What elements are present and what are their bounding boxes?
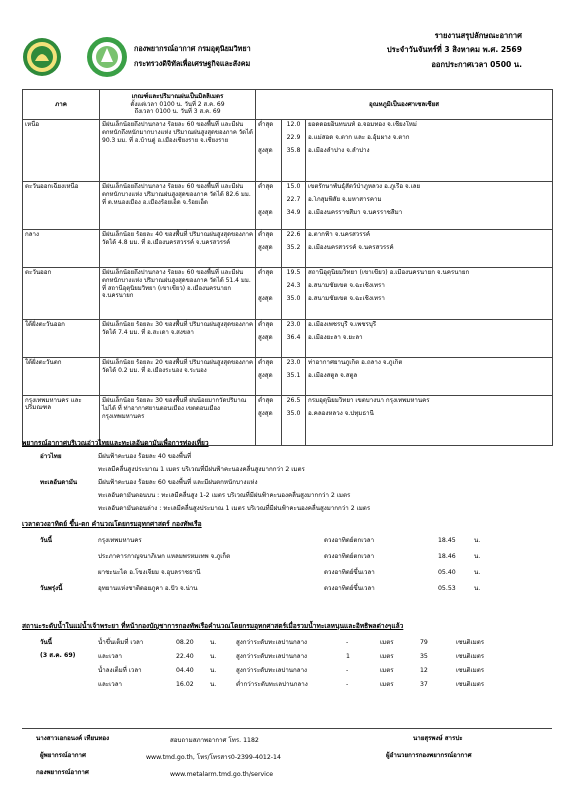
tide-centimeters: 35 bbox=[420, 653, 428, 660]
temp-place-cell bbox=[306, 230, 553, 268]
report-header bbox=[0, 0, 566, 82]
table-row bbox=[23, 230, 553, 268]
rain-description: มีฝนเล็กน้อยถึงปานกลาง ร้อยละ 60 ของพื้นที่ และมีฝนตกหนักบางแห่ง ปริมาณฝนสูงสุดของภาค วัดได้ 51.4 มม. ที่ สถานีอุตุนิยมวิทยา (เขาเขียว) อ.เมืองนครนายก จ.นครนายก bbox=[100, 268, 256, 320]
sun-event: ดวงอาทิตย์ตกเวลา bbox=[324, 553, 375, 560]
col-rain-sub1: ตั้งแต่เวลา 0100 น. วันที่ 2 ส.ค. 69 bbox=[130, 100, 225, 108]
temp-place: เขตรักษาพันธุ์สัตว์ป่าภูหลวง อ.ภูเรือ จ.เลย bbox=[308, 183, 421, 190]
director-name: นายสุรพงษ์ สารปะ bbox=[413, 735, 463, 742]
sun-place: กรุงเทพมหานคร bbox=[98, 537, 142, 544]
temp-kind: ต่ำสุด bbox=[258, 231, 274, 238]
andaman-line1: มีฝนฟ้าคะนอง ร้อยละ 60 ของพื้นที่ และมีฝนตกหนักบางแห่ง bbox=[98, 479, 258, 486]
tide-unit-time: น. bbox=[210, 681, 217, 688]
temp-kind-cell bbox=[256, 358, 282, 396]
tide-description: สูงกว่าระดับทะเลปานกลาง bbox=[236, 653, 308, 660]
website2-text[interactable]: www.metalarm.tmd.go.th/service bbox=[170, 771, 274, 778]
tide-time: 04.40 bbox=[176, 667, 194, 674]
temp-place: อ.เมืองลำปาง จ.ลำปาง bbox=[308, 147, 370, 154]
rain-description: มีฝนเล็กน้อย ร้อยละ 30 ของพื้นที่ ปริมาณฝนสูงสุดของภาค วัดได้ 7.4 มม. ที่ อ.สะเดา จ.สงขลา bbox=[100, 320, 256, 358]
temp-place: อ.เมืองยะลา จ.ยะลา bbox=[308, 334, 363, 341]
temp-kind bbox=[258, 134, 279, 147]
forecaster-dept: กองพยากรณ์อากาศ bbox=[36, 769, 89, 776]
temp-value-cell bbox=[282, 320, 306, 358]
temp-kind: ต่ำสุด bbox=[258, 321, 274, 328]
temp-kind: ต่ำสุด bbox=[258, 183, 274, 190]
temp-value-cell bbox=[282, 396, 306, 446]
tmd-seal-icon bbox=[22, 37, 62, 77]
tide-day-date: (3 ส.ค. 69) bbox=[40, 652, 76, 659]
temp-place: อ.สนามชัยเขต จ.ฉะเชิงเทรา bbox=[308, 282, 385, 289]
temp-value: 23.0 bbox=[286, 321, 301, 328]
table-row bbox=[23, 268, 553, 320]
gulf-line1: มีฝนฟ้าคะนอง ร้อยละ 40 ของพื้นที่ bbox=[98, 453, 192, 460]
temp-kind bbox=[258, 196, 279, 209]
temp-kind: ต่ำสุด bbox=[258, 397, 274, 404]
temp-kind bbox=[258, 282, 279, 295]
tide-unit-time: น. bbox=[210, 639, 217, 646]
temp-place: อ.เมืองเพชรบุรี จ.เพชรบุรี bbox=[308, 321, 377, 328]
temp-value: 24.3 bbox=[286, 282, 301, 289]
issued-time: ออกประกาศเวลา 0500 น. bbox=[431, 60, 522, 69]
rain-description: มีฝนเล็กน้อยถึงปานกลาง ร้อยละ 60 ของพื้นที่ และมีฝนตกหนักบางแห่ง ปริมาณฝนสูงสุดของภาค วัดได้ 82.6 มม. ที่ ต.หนองเมือง อ.เมืองร้อยเอ็ด จ.ร้อยเอ็ด bbox=[100, 182, 256, 230]
tide-unit-m: เมตร bbox=[380, 653, 394, 660]
tide-unit-m: เมตร bbox=[380, 667, 394, 674]
temp-kind-cell bbox=[256, 320, 282, 358]
temp-kind: สูงสุด bbox=[258, 244, 273, 251]
tide-label: และเวลา bbox=[98, 681, 122, 688]
table-row bbox=[23, 396, 553, 446]
sun-unit: น. bbox=[474, 585, 481, 592]
hotline-text: สอบถามสภาพอากาศ โทร. 1182 bbox=[170, 737, 259, 744]
temp-kind-cell bbox=[256, 268, 282, 320]
temp-value: 36.4 bbox=[286, 334, 301, 341]
temp-value: 23.0 bbox=[286, 359, 301, 366]
tide-meters: - bbox=[346, 639, 349, 646]
tide-section bbox=[22, 623, 552, 631]
rain-description: มีฝนเล็กน้อยถึงปานกลาง ร้อยละ 60 ของพื้นที่ และมีฝนตกหนักถึงหนักมากบางแห่ง ปริมาณฝนสูงสุดของภาค วัดได้ 90.3 มม. ที่ อ.บ้านดู่ อ.เมืองเชียงราย จ.เชียงราย bbox=[100, 120, 256, 182]
temp-place: อ.เมืองนครราชสีมา จ.นครราชสีมา bbox=[308, 209, 403, 216]
region-name: ใต้ฝั่งตะวันตก bbox=[23, 358, 100, 396]
temp-place: อ.แม่สอด จ.ตาก และ อ.อุ้มผาง จ.ตาก bbox=[308, 134, 410, 141]
rain-description: มีฝนเล็กน้อย ร้อยละ 30 ของพื้นที่ ฝนน้อยมากวัดปริมาณไม่ได้ ที่ ท่าอากาศยานดอนเมือง เขตดอนเมือง กรุงเทพมหานคร bbox=[100, 396, 256, 446]
tide-unit-cm: เซนติเมตร bbox=[456, 639, 485, 646]
tide-description: ต่ำกว่าระดับทะเลปานกลาง bbox=[236, 681, 308, 688]
report-title: รายงานสรุปลักษณะอากาศ bbox=[434, 31, 522, 40]
temp-place: อ.คลองหลวง จ.ปทุมธานี bbox=[308, 410, 374, 417]
temp-value-cell bbox=[282, 358, 306, 396]
temp-kind: ต่ำสุด bbox=[258, 359, 274, 366]
temp-value: 19.5 bbox=[286, 269, 301, 276]
temp-kind: สูงสุด bbox=[258, 372, 273, 379]
tide-meters: 1 bbox=[346, 653, 350, 660]
director-role: ผู้อำนวยการกองพยากรณ์อากาศ bbox=[386, 752, 472, 759]
tide-time: 16.02 bbox=[176, 681, 194, 688]
forecaster-role: ผู้พยากรณ์อากาศ bbox=[40, 752, 86, 759]
region-name: ใต้ฝั่งตะวันออก bbox=[23, 320, 100, 358]
region-name: กรุงเทพมหานคร และปริมณฑล bbox=[23, 396, 100, 446]
temp-place-cell bbox=[306, 120, 553, 182]
tide-centimeters: 79 bbox=[420, 639, 428, 646]
temp-kind: สูงสุด bbox=[258, 334, 273, 341]
gulf-heading: พยากรณ์อากาศบริเวณอ่าวไทยและทะเลอันดามันเพื่อการท่องเที่ยว bbox=[22, 439, 209, 447]
forecaster-name: นางสาวเอกอนงค์ เทียนทอง bbox=[36, 735, 110, 742]
table-row bbox=[23, 182, 553, 230]
temp-kind-cell bbox=[256, 120, 282, 182]
tide-unit-m: เมตร bbox=[380, 681, 394, 688]
temp-kind: สูงสุด bbox=[258, 209, 273, 216]
table-row bbox=[23, 358, 553, 396]
sun-place: ประภาคารกาญจนาภิเษก แหลมพรหมเทพ จ.ภูเก็ต bbox=[98, 553, 231, 560]
sun-event: ดวงอาทิตย์ขึ้นเวลา bbox=[324, 585, 375, 592]
gulf-forecast-section bbox=[22, 440, 552, 448]
temp-kind-cell bbox=[256, 182, 282, 230]
temp-kind-cell bbox=[256, 396, 282, 446]
table-row bbox=[23, 120, 553, 182]
temp-kind: ต่ำสุด bbox=[258, 121, 274, 128]
temp-value: 35.8 bbox=[286, 147, 301, 154]
andaman-line3: ทะเลอันดามันตอนล่าง : ทะเลมีคลื่นสูงประมาณ 1 เมตร บริเวณที่มีฝนฟ้าคะนองคลื่นสูงมากกว่า 2 เมตร bbox=[98, 505, 371, 512]
region-name: ตะวันออกเฉียงเหนือ bbox=[23, 182, 100, 230]
temp-value-cell bbox=[282, 120, 306, 182]
tide-description: สูงกว่าระดับทะเลปานกลาง bbox=[236, 639, 308, 646]
col-region-header: ภาค bbox=[23, 90, 100, 120]
sun-place: ผาชะนะได อ.โขงเจียม จ.อุบลราชธานี bbox=[98, 569, 201, 576]
col-rain-sub2: ถึงเวลา 0100 น. วันที่ 3 ส.ค. 69 bbox=[134, 108, 221, 116]
sun-place: อุทยานแห่งชาติดอยภูคา อ.ปัว จ.น่าน bbox=[98, 585, 198, 592]
ministry-name: กระทรวงดิจิทัลเพื่อเศรษฐกิจและสังคม bbox=[134, 59, 251, 68]
tide-day-label: วันนี้ bbox=[40, 639, 52, 646]
region-name: ตะวันออก bbox=[23, 268, 100, 320]
temp-kind: ต่ำสุด bbox=[258, 269, 274, 276]
andaman-line2: ทะเลอันดามันตอนบน : ทะเลมีคลื่นสูง 1-2 เมตร บริเวณที่มีฝนฟ้าคะนองคลื่นสูงมากกว่า 2 เมตร bbox=[98, 492, 351, 499]
report-date: ประจำวันจันทร์ที่ 3 สิงหาคม พ.ศ. 2569 bbox=[386, 45, 522, 54]
temp-value: 22.7 bbox=[286, 196, 301, 203]
footer-divider bbox=[22, 728, 552, 729]
sun-time: 05.53 bbox=[438, 585, 456, 592]
col-rain-header bbox=[100, 90, 256, 120]
temp-value-cell bbox=[282, 230, 306, 268]
tide-unit-time: น. bbox=[210, 653, 217, 660]
sun-event: ดวงอาทิตย์ขึ้นเวลา bbox=[324, 569, 375, 576]
temp-value: 22.9 bbox=[286, 134, 301, 141]
temp-value: 34.9 bbox=[286, 209, 301, 216]
temp-value: 35.0 bbox=[286, 410, 301, 417]
tide-label: น้ำขึ้นเต็มที่ เวลา bbox=[98, 639, 144, 646]
sun-time: 18.45 bbox=[438, 537, 456, 544]
temp-place-cell bbox=[306, 320, 553, 358]
tide-unit-time: น. bbox=[210, 667, 217, 674]
temp-place-cell bbox=[306, 268, 553, 320]
org-name: กองพยากรณ์อากาศ กรมอุตุนิยมวิทยา bbox=[134, 44, 251, 53]
tide-description: สูงกว่าระดับทะเลปานกลาง bbox=[236, 667, 308, 674]
weather-summary-table bbox=[22, 89, 553, 446]
col-temp-header: อุณหภูมิเป็นองศาเซลเซียส bbox=[256, 90, 553, 120]
temp-value: 35.0 bbox=[286, 295, 301, 302]
temp-kind: สูงสุด bbox=[258, 295, 273, 302]
temp-kind: สูงสุด bbox=[258, 147, 273, 154]
temp-place: ท่าอากาศยานภูเก็ต อ.ถลาง จ.ภูเก็ต bbox=[308, 359, 403, 366]
tide-centimeters: 37 bbox=[420, 681, 428, 688]
temp-place: สถานีอุตุนิยมวิทยา (เขาเขียว) อ.เมืองนครนายก จ.นครนายก bbox=[308, 269, 470, 276]
temp-value-cell bbox=[282, 182, 306, 230]
temp-place-cell bbox=[306, 182, 553, 230]
temp-place: กรมอุตุนิยมวิทยา เขตบางนา กรุงเทพมหานคร bbox=[308, 397, 430, 404]
rain-description: มีฝนเล็กน้อย ร้อยละ 20 ของพื้นที่ ปริมาณฝนสูงสุดของภาค วัดได้ 0.2 มม. ที่ อ.เมืองระนอง จ.ระนอง bbox=[100, 358, 256, 396]
temp-kind-cell bbox=[256, 230, 282, 268]
rain-description: มีฝนเล็กน้อย ร้อยละ 40 ของพื้นที่ ปริมาณฝนสูงสุดของภาค วัดได้ 4.8 มม. ที่ อ.เมืองนครสวรรค์ จ.นครสวรรค์ bbox=[100, 230, 256, 268]
sun-heading: เวลาดวงอาทิตย์ ขึ้น-ตก คำนวณโดยกรมอุทกศาสตร์ กองทัพเรือ bbox=[22, 520, 202, 528]
gulf-label: อ่าวไทย bbox=[40, 453, 62, 460]
temp-place: อ.สนามชัยเขต จ.ฉะเชิงเทรา bbox=[308, 295, 385, 302]
sun-time: 05.40 bbox=[438, 569, 456, 576]
tide-time: 08.20 bbox=[176, 639, 194, 646]
tide-unit-m: เมตร bbox=[380, 639, 394, 646]
website-text[interactable]: www.tmd.go.th, โทร/โทรสาร0-2399-4012-14 bbox=[146, 754, 281, 761]
tide-unit-cm: เซนติเมตร bbox=[456, 653, 485, 660]
tide-meters: - bbox=[346, 681, 349, 688]
table-header-row bbox=[23, 90, 553, 120]
gulf-line2: ทะเลมีคลื่นสูงประมาณ 1 เมตร บริเวณที่มีฝนฟ้าคะนองคลื่นสูงมากกว่า 2 เมตร bbox=[98, 466, 305, 473]
mdes-seal-icon bbox=[86, 36, 128, 78]
sun-today-label: วันนี้ bbox=[40, 537, 52, 544]
temp-value: 15.0 bbox=[286, 183, 301, 190]
tide-unit-cm: เซนติเมตร bbox=[456, 667, 485, 674]
col-rain-title: เกณฑ์และปริมาณฝนเป็นมิลลิเมตร bbox=[131, 92, 224, 100]
temp-value: 35.1 bbox=[286, 372, 301, 379]
sun-unit: น. bbox=[474, 553, 481, 560]
tide-heading: สถานะระดับน้ำในแม่น้ำเจ้าพระยา ที่หน้ากองบัญชาการกองทัพเรือคำนวณโดยกรมอุทกศาสตร์เมื่อรวมน้ำทะเลหนุนและอิทธิพลต่างๆแล้ว bbox=[22, 622, 404, 630]
temp-value: 12.0 bbox=[286, 121, 301, 128]
tide-unit-cm: เซนติเมตร bbox=[456, 681, 485, 688]
sun-section bbox=[22, 521, 552, 529]
temp-place: อ.เมืองนครสวรรค์ จ.นครสวรรค์ bbox=[308, 244, 394, 251]
tide-label: น้ำลงเต็มที่ เวลา bbox=[98, 667, 142, 674]
temp-value-cell bbox=[282, 268, 306, 320]
temp-place: อ.ตากฟ้า จ.นครสวรรค์ bbox=[308, 231, 371, 238]
region-name: เหนือ bbox=[23, 120, 100, 182]
tide-centimeters: 12 bbox=[420, 667, 428, 674]
tide-label: และเวลา bbox=[98, 653, 122, 660]
region-name: กลาง bbox=[23, 230, 100, 268]
temp-place: อ.เมืองสตูล จ.สตูล bbox=[308, 372, 358, 379]
table-row bbox=[23, 320, 553, 358]
tide-time: 22.40 bbox=[176, 653, 194, 660]
tide-meters: - bbox=[346, 667, 349, 674]
temp-place-cell bbox=[306, 396, 553, 446]
temp-kind: สูงสุด bbox=[258, 410, 273, 417]
sun-event: ดวงอาทิตย์ตกเวลา bbox=[324, 537, 375, 544]
temp-place-cell bbox=[306, 358, 553, 396]
andaman-label: ทะเลอันดามัน bbox=[40, 479, 78, 486]
temp-value: 35.2 bbox=[286, 244, 301, 251]
temp-value: 26.5 bbox=[286, 397, 301, 404]
temp-value: 22.6 bbox=[286, 231, 301, 238]
temp-place: อ.โกสุมพิสัย จ.มหาสารคาม bbox=[308, 196, 382, 203]
sun-unit: น. bbox=[474, 569, 481, 576]
sun-tomorrow-label: วันพรุ่งนี้ bbox=[40, 585, 63, 592]
sun-time: 18.46 bbox=[438, 553, 456, 560]
temp-place: ยอดดอยอินทนนท์ อ.จอมทอง จ.เชียงใหม่ bbox=[308, 121, 417, 128]
sun-unit: น. bbox=[474, 537, 481, 544]
